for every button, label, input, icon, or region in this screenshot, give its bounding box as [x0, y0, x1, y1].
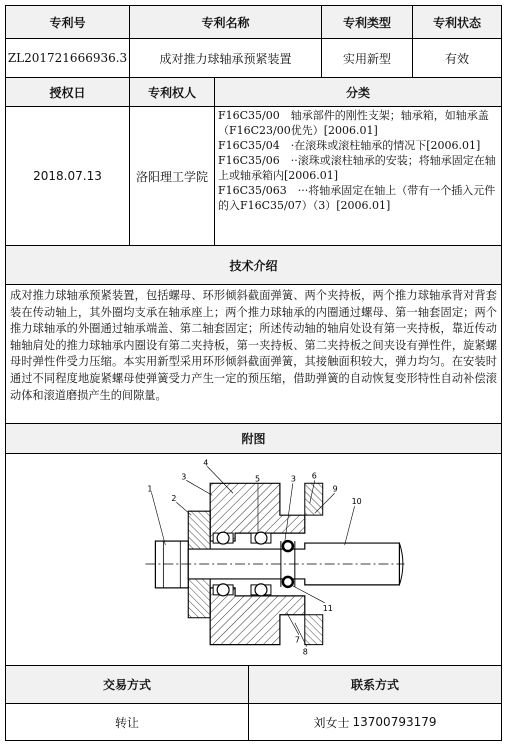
classification-item: F16C35/04 ·在滚珠或滚柱轴承的情况下[2006.01] — [218, 139, 481, 152]
header-contact: 联系方式 — [248, 665, 502, 704]
classification-item: F16C35/063 ···将轴承固定在轴上（带有一个插入元件的入F16C35/07）（3）[2006.01] — [218, 184, 496, 212]
bearing-drawing — [6, 453, 501, 666]
header-classification: 分类 — [214, 77, 502, 107]
contact-person: 刘女士 — [313, 715, 350, 730]
classification-item: F16C35/00 轴承部件的刚性支架；轴承箱，如轴承盖（F16C23/00优先）[2006.01] — [218, 109, 489, 137]
header-grant-date: 授权日 — [5, 77, 130, 107]
figure-label: 3 — [290, 474, 296, 484]
header-patent-no: 专利号 — [5, 5, 130, 39]
patent-figure — [5, 453, 502, 666]
figure-label: 6 — [311, 471, 317, 481]
patentee: 洛阳理工学院 — [129, 106, 215, 246]
figure-label: 7 — [294, 635, 300, 645]
header-patent-name: 专利名称 — [129, 5, 322, 39]
tech-intro-text: 成对推力球轴承预紧装置，包括螺母、环形倾斜截面弹簧、两个夹持板，两个推力球轴承背对背套装在传动轴上，其外圈均支承在轴承座上；两个推力球轴承的内圈通过螺母、第一轴套固定；两个推力球轴承的外圈通过轴承端盖、第二轴套固定；所述传动轴的轴肩处设有第一夹持板，靠近传动轴轴肩处的推力球轴承内圈设有第二夹持板，第一夹持板、第二夹持板之间夹设有弹性件，旋紧螺母时弹性件受力压缩。本实用新型采用环形倾斜截面弹簧，其接触面积较大，弹力均匀。在安装时通过不同程度地旋紧螺母使弹簧受力产生一定的预压缩，借助弹簧的自动恢复变形特性自动补偿滚动体和滚道磨损产生的间隙量。 — [5, 284, 502, 424]
figure-label: 5 — [254, 474, 261, 484]
figure-label: 11 — [322, 603, 333, 613]
contact-phone: 13700793179 — [352, 715, 437, 729]
header-patentee: 专利权人 — [129, 77, 215, 107]
trade-method: 转让 — [5, 703, 249, 741]
figure-label: 8 — [302, 647, 308, 657]
classification-item: F16C35/06 ··滚珠或滚柱轴承的安装；将轴承固定在轴上或轴承箱内[2006.01] — [218, 154, 496, 182]
header-tech-intro: 技术介绍 — [5, 245, 502, 285]
figure-label: 2 — [171, 494, 177, 504]
header-patent-status: 专利状态 — [412, 5, 502, 39]
classification-list — [214, 106, 502, 246]
figure-label: 4 — [203, 458, 209, 468]
figure-label: 3 — [181, 472, 187, 482]
contact-info — [248, 703, 502, 741]
patent-type: 实用新型 — [321, 38, 413, 78]
patent-sheet — [5, 5, 502, 741]
header-patent-type: 专利类型 — [321, 5, 413, 39]
figure-label: 1 — [147, 484, 153, 494]
grant-date: 2018.07.13 — [5, 106, 130, 246]
figure-label: 9 — [332, 484, 338, 494]
header-figure: 附图 — [5, 423, 502, 454]
patent-name: 成对推力球轴承预紧装置 — [129, 38, 322, 78]
header-trade-method: 交易方式 — [5, 665, 249, 704]
patent-number: ZL201721666936.3 — [5, 38, 130, 78]
patent-status: 有效 — [412, 38, 502, 78]
figure-label: 10 — [351, 497, 362, 507]
